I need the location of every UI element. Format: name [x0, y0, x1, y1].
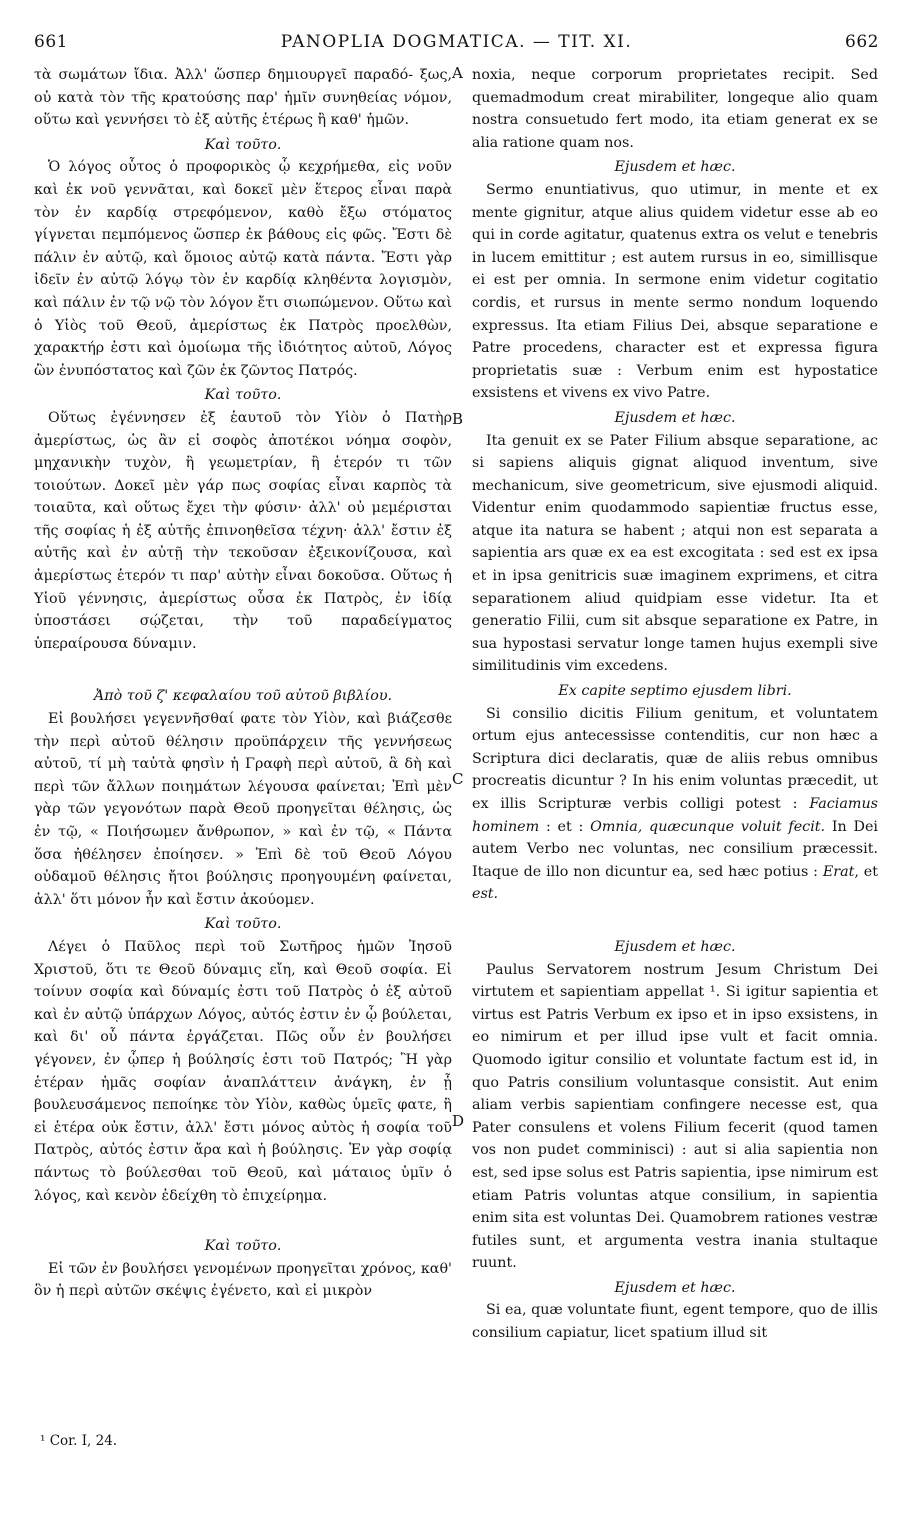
latin-text: : et : — [539, 818, 591, 835]
margin-letter-c: C — [452, 770, 464, 788]
margin-letter-d: D — [452, 1112, 465, 1130]
left-page-number: 661 — [34, 32, 68, 52]
margin-letter-a: A — [452, 64, 463, 82]
latin-scripture-quote: Omnia, quæcunque voluit fecit. — [590, 818, 826, 835]
latin-text: In Dei autem Verbo nec voluntas, nec consilium præcessit. Itaque de illo non dicuntur ea, sed hæc potius : — [472, 818, 878, 880]
greek-subheading: Καὶ τοῦτο. — [204, 1238, 282, 1255]
latin-subheading: Ejusdem et hæc. — [614, 1279, 736, 1296]
margin-letter-b: B — [452, 410, 464, 428]
latin-scripture-quote: Erat — [822, 863, 855, 880]
greek-paragraph: τὰ σωμάτων ἴδια. Ἀλλ' ὥσπερ δημιουργεῖ παραδό- ξως, οὐ κατὰ τὸν τῆς κρατούσης παρ' ἡμῖν συνηθείας νόμον, οὕτω καὶ γεννήσει τὸ ἐξ αὐτῆς ἑτέρως ἢ καθ' ἡμῶν. — [34, 67, 452, 129]
right-page-number: 662 — [845, 32, 879, 52]
latin-subheading: Ejusdem et hæc. — [614, 938, 736, 955]
running-header — [34, 32, 879, 58]
greek-paragraph: Εἰ βουλήσει γεγεννῆσθαί φατε τὸν Υἱὸν, καὶ βιάζεσθε τὴν περὶ αὐτοῦ θέλησιν προϋπάρχειν τῆς γεννήσεως αὐτοῦ, τί μὴ ταὐτὰ φησὶν ἡ Γραφὴ περὶ αὐτοῦ, ἃ δὴ καὶ περὶ τῶν ἄλλων ποιημάτων λέγουσα φαίνεται; Ἐπὶ μὲν γὰρ τῶν γεγονότων παρὰ Θεοῦ προηγεῖται θέλησις, ὡς ἐν τῷ, « Ποιήσωμεν ἄνθρωπον, » καὶ ἐν τῷ, « Πάντα ὅσα ἠθέλησεν ἐποίησεν. » Ἐπὶ δὲ τοῦ Θεοῦ Λόγου οὐδαμοῦ θέλησις ἤτοι βούλησις προηγουμένη φαίνεται, ἀλλ' ὅτι μόνον ἦν καὶ ἔστιν ἀκούομεν. — [34, 711, 452, 908]
greek-paragraph: Οὕτως ἐγέννησεν ἐξ ἑαυτοῦ τὸν Υἱὸν ὁ Πατὴρ ἀμερίστως, ὡς ἂν εἰ σοφὸς ἀποτέκοι νόημα σοφὸν, μηχανικὴν τυχὸν, ἢ γεωμετρίαν, ἢ ἑτερόν τι τῶν τοιούτων. Δοκεῖ μὲν γάρ πως σοφίας εἶναι καρπὸς τὰ τοιαῦτα, καὶ οὕτως ἔχει τὴν φύσιν· ἀλλ' οὐ μεμέρισται τῆς σοφίας ἡ ἐξ αὐτῆς ἐπινοηθεῖσα τέχνη· ἀλλ' ἔστιν ἐξ αὐτῆς καὶ ἐν αὐτῇ τὴν τεκοῦσαν ἐξεικονίζουσα, καὶ ἀμερίστως ἑτερόν τι παρ' αὐτὴν εἶναι δοκοῦσα. Οὕτως ἡ Υἱοῦ γέννησις, ἀμερίστως οὖσα ἐκ Πατρὸς, ἐν ἰδίᾳ ὑποστάσει σῴζεται, τὴν τοῦ παραδείγματος ὑπεραίρουσα δύναμιν. — [34, 409, 452, 652]
latin-paragraph: Si ea, quæ voluntate fiunt, egent tempore, quo de illis consilium capiatur, licet spatium illud sit — [472, 1302, 878, 1342]
latin-text: Si consilio dicitis Filium genitum, et voluntatem ortum ejus antecessisse contenditis, cur non hæc a Scriptura dici declaratis, quæ de aliis rebus omnibus procreatis dicuntur ? In his enim voluntas præcedit, ut ex illis Scripturæ verbis colligi potest : — [472, 705, 878, 812]
greek-paragraph: Ὁ λόγος οὗτος ὁ προφορικὸς ᾧ κεχρήμεθα, εἰς νοῦν καὶ ἐκ νοῦ γεννᾶται, καὶ δοκεῖ μὲν ἕτερος εἶναι παρὰ τὸν ἐν καρδίᾳ στρεφόμενον, καθὸ ἔξω στόματος γίγνεται πεμπόμενος ὥσπερ ἐκ βάθους εἰς φῶς. Ἔστι δὲ πάλιν ἐν αὐτῷ, καὶ ὅμοιος αὐτῷ κατὰ πάντα. Ἔστι γὰρ ἰδεῖν ἐν αὐτῷ λόγῳ τὸν ἐν καρδίᾳ κληθέντα λογισμὸν, καὶ πάλιν ἐν τῷ νῷ τὸν λόγον ἔτι σιωπώμενον. Οὕτω καὶ ὁ Υἱὸς τοῦ Θεοῦ, ἀμερίστως ἐκ Πατρὸς προελθὼν, χαρακτήρ ἐστι καὶ ὁμοίωμα τῆς ἰδιότητος αὐτοῦ, Λόγος ὢν ἐνυπόστατος καὶ ζῶν ἐκ ζῶντος Πατρός. — [34, 159, 452, 379]
latin-text: , et — [854, 863, 879, 880]
latin-chapter-heading: Ex capite septimo ejusdem libri. — [558, 683, 792, 700]
greek-subheading: Καὶ τοῦτο. — [204, 916, 282, 933]
greek-column — [34, 64, 452, 1303]
greek-chapter-heading: Ἀπὸ τοῦ ζ' κεφαλαίου τοῦ αὐτοῦ βιβλίου. — [93, 688, 393, 705]
footnote: ¹ Cor. I, 24. — [40, 1433, 118, 1449]
greek-paragraph: Λέγει ὁ Παῦλος περὶ τοῦ Σωτῆρος ἡμῶν Ἰησοῦ Χριστοῦ, ὅτι τε Θεοῦ δύναμις εἴη, καὶ Θεοῦ σοφία. Εἰ τοίνυν σοφία καὶ δύναμίς ἐστι τοῦ Πατρὸς ὁ ἐξ αὐτοῦ καὶ ἐν αὐτῷ ὑπάρχων Λόγος, αὐτός ἐστιν ἐν ᾧ βούλεται, καὶ δι' οὗ πάντα ἐργάζεται. Πῶς οὖν ἐν βουλήσει γέγονεν, ἐν ᾧπερ ἡ βούλησίς ἐστι τοῦ Πατρός; Ἢ γὰρ ἑτέραν ἡμᾶς σοφίαν ἀναπλάττειν ἀνάγκη, ἐν ᾗ βουλευσάμενος πεποίηκε τὸν Υἱὸν, καθὼς ὑμεῖς φατε, ἢ εἰ ἑτέρα οὐκ ἔστιν, ἀλλ' ἔστι μόνος αὐτὸς ἡ σοφία τοῦ Πατρὸς, αὐτός ἐστιν ἄρα καὶ ἡ βούλησις. Ἐν γὰρ σοφίᾳ πάντως τὸ βούλεσθαι τοῦ Θεοῦ, καὶ μάταιος ὑμῖν ὁ λόγος, καὶ κενὸν ἐδείχθη τὸ ἐπιχείρημα. — [34, 938, 452, 1204]
latin-paragraph: Sermo enuntiativus, quo utimur, in mente et ex mente gignitur, atque alius quidem videtur esse ab eo qui in corde agitatur, quatenus extra os velut e tenebris in lucem emittitur ; est autem rursus in eo, simillisque ei est per omnia. In sermone enim videtur cogitatio cordis, et rursus in mente sermo nondum loquendo expressus. Ita etiam Filius Dei, absque separatione e Patre procedens, character est et expressa figura proprietatis suæ : Verbum enim est hypostatice exsistens et vivens ex vivo Patre. — [472, 181, 878, 402]
latin-scripture-quote: est. — [472, 886, 499, 903]
latin-paragraph: Paulus Servatorem nostrum Jesum Christum Dei virtutem et sapientiam appellat ¹. Si igitur sapientia et virtus est Patris Verbum ex ipso et in ipso exsistens, in eo nimirum et per illud ipse vult et facit omnia. Quomodo igitur consilio et voluntate factum est id, in quo Patris consilium voluntasque consistit. Aut enim aliam verbis sapientiam confingere necesse est, qua Pater consulens et volens Filium fecerit (quod tamen vos non pudet comminisci) : aut si alia sapientia non est, sed ipse solus est Patris sapientia, ipse nimirum est etiam Patris voluntas atque consilium, in sapientia enim sita est voluntas Dei. Quamobrem rationes vestræ futiles sunt, et argumenta vestra inania stultaque ruunt. — [472, 961, 878, 1272]
greek-paragraph: Εἰ τῶν ἐν βουλήσει γενομένων προηγεῖται χρόνος, καθ' ὃν ἡ περὶ αὐτῶν σκέψις ἐγένετο, καὶ εἰ μικρὸν — [34, 1260, 452, 1300]
latin-subheading: Ejusdem et hæc. — [614, 159, 736, 176]
latin-column — [472, 64, 878, 1345]
running-title: PANOPLIA DOGMATICA. — TIT. XI. — [280, 32, 633, 52]
latin-paragraph: noxia, neque corporum proprietates recipit. Sed quemadmodum creat mirabiliter, longeque alio quam nostra consuetudo fert modo, ita etiam generat ex se alia ratione quam nos. — [472, 67, 878, 151]
greek-subheading: Καὶ τοῦτο. — [204, 387, 282, 404]
latin-paragraph: Ita genuit ex se Pater Filium absque separatione, ac si sapiens aliquis gignat aliquod inventum, sive mechanicum, sive geometricum, sive ejusmodi aliquid. Videntur enim quodammodo sapientiæ fructus esse, atque ita natura se habent ; atqui non est separata a sapientia ars quæ ex ea est excogitata : sed est ex ipsa et in ipsa genitricis suæ imaginem exprimens, et citra separationem aliud quidpiam esse videtur. Ita et generatio Filii, cum sit absque separatione ex Patre, in sua hypostasi servatur longe tamen hujus exempli sive similitudinis vim excedens. — [472, 432, 878, 675]
latin-scripture-quote: Faciamus hominem — [472, 796, 878, 835]
greek-subheading: Καὶ τοῦτο. — [204, 136, 282, 153]
latin-paragraph — [472, 703, 878, 906]
latin-subheading: Ejusdem et hæc. — [614, 409, 736, 426]
